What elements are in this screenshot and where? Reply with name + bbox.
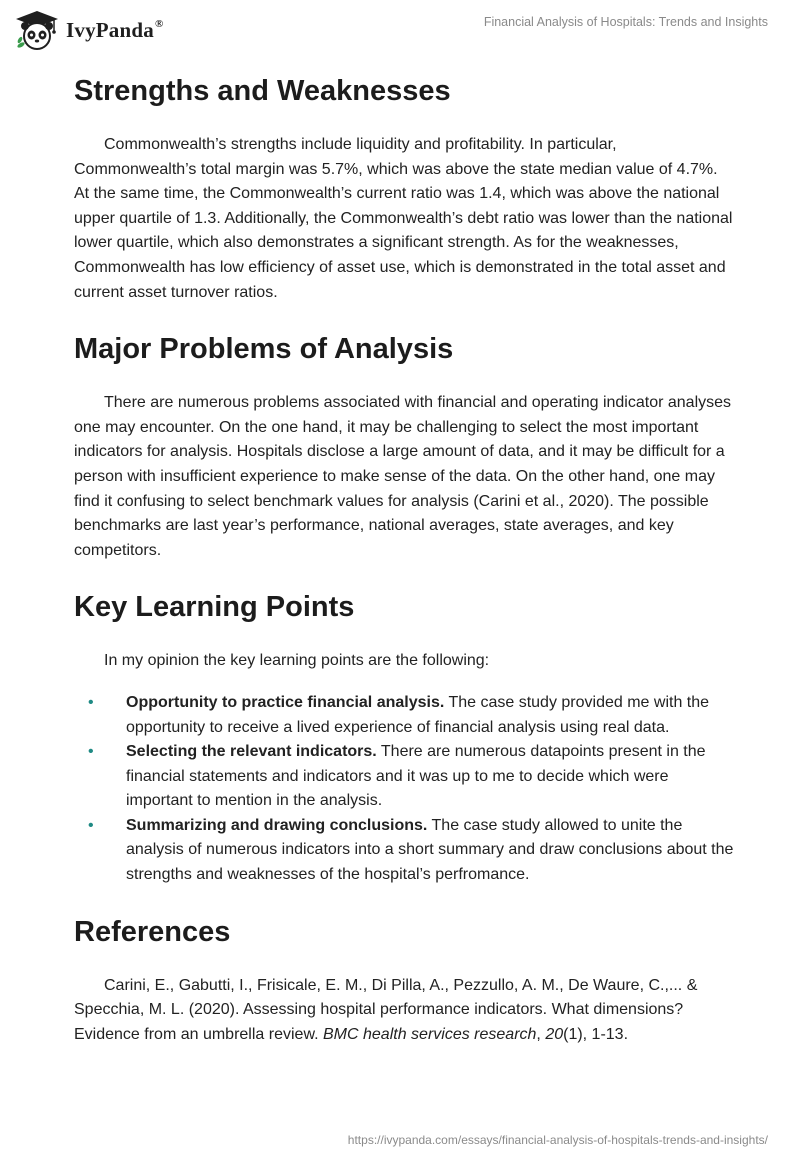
- paragraph-problems: There are numerous problems associated with financial and operating indicator analyses one may encounter. On the one hand, it may be challenging to select the most important indicators for analysis. Hospitals disclose a large amount of data, and it may be difficult for a person with insufficient experience to make sense of the data. On the other hand, one may find it confusing to select benchmark values for analysis (Carini et al., 2020). The possible benchmarks are last year’s performance, national averages, state averages, and key competitors.: [74, 394, 732, 559]
- bullet-icon: •: [88, 693, 94, 711]
- document-title: Financial Analysis of Hospitals: Trends and Insights: [483, 15, 768, 29]
- list-item: [74, 814, 734, 888]
- reference-journal: BMC health services research: [323, 1025, 537, 1043]
- reference-entry: [74, 974, 734, 1048]
- point-text: The case study allowed to unite the analysis of numerous indicators into a short summary and draw conclusions about the strengths and weaknesses of the hospital’s perfromance.: [126, 816, 734, 884]
- point-title: Selecting the relevant indicators.: [126, 743, 377, 761]
- point-title: Summarizing and drawing conclusions.: [126, 816, 428, 834]
- point-text: There are numerous datapoints present in the financial statements and indicators and it was up to me to decide which were important to mention in the analysis.: [126, 743, 706, 810]
- reference-pages: (1), 1-13.: [563, 1025, 629, 1043]
- heading-learning: Key Learning Points: [74, 591, 355, 624]
- heading-references: References: [74, 915, 231, 948]
- ivypanda-logo[interactable]: [14, 9, 163, 51]
- registered-mark: ®: [154, 17, 164, 30]
- list-item: [74, 691, 734, 740]
- paragraph-strengths: Commonwealth’s strengths include liquidity and profitability. In particular, Commonwealth’s total margin was 5.7%, which was above the state median value of 4.7%. At the same time, the Commonwealth’s current ratio was 1.4, which was above the national upper quartile of 1.3. Additionally, the Commonwealth’s debt ratio was lower than the national lower quartile, which also demonstrates a significant strength. As for the weaknesses, Commonwealth has low efficiency of asset use, which is demonstrated in the total asset and current asset turnover ratios.: [74, 136, 733, 301]
- panda-icon: [14, 9, 60, 51]
- logo-name: IvyPanda: [66, 17, 154, 42]
- heading-strengths: Strengths and Weaknesses: [74, 75, 451, 107]
- reference-volume: 20: [545, 1025, 564, 1043]
- heading-problems: Major Problems of Analysis: [74, 333, 454, 366]
- point-title: Opportunity to practice financial analysis.: [126, 693, 445, 711]
- list-item: [74, 740, 734, 814]
- page-header: [0, 0, 800, 60]
- learning-intro: In my opinion the key learning points are the following:: [104, 652, 490, 670]
- logo-wordmark: [66, 18, 163, 43]
- article-body: [74, 70, 734, 1047]
- reference-authors-title: Carini, E., Gabutti, I., Frisicale, E. M., Di Pilla, A., Pezzullo, A. M., De Waure, C.,... & Specchia, M. L. (2020). Assessing hospital performance indicators. What dimensions? Evidence from an umbrella review.: [74, 976, 698, 1043]
- point-text: The case study provided me with the opportunity to receive a lived experience of financial analysis using real data.: [126, 693, 710, 736]
- reference-separator: ,: [536, 1025, 546, 1043]
- source-url[interactable]: https://ivypanda.com/essays/financial-analysis-of-hospitals-trends-and-insights/: [347, 1133, 768, 1147]
- bullet-icon: •: [88, 743, 94, 761]
- bullet-icon: •: [88, 816, 94, 834]
- learning-points-list: [74, 691, 734, 888]
